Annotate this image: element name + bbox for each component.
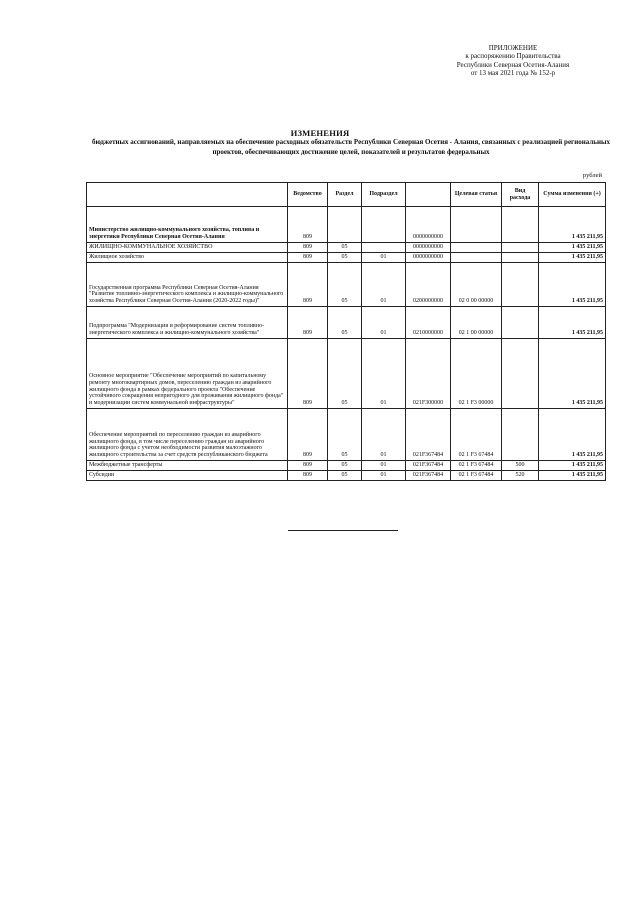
cell-code: 021F300000 bbox=[406, 339, 451, 409]
cell-subsection: 01 bbox=[362, 253, 406, 263]
cell-section: 05 bbox=[328, 253, 362, 263]
document-title: ИЗМЕНЕНИЯ bbox=[290, 128, 350, 138]
cell-section: 05 bbox=[328, 307, 362, 339]
header-type: Вид расхода bbox=[502, 183, 539, 207]
cell-subsection: 01 bbox=[362, 307, 406, 339]
cell-name: Межбюджетные трансферты bbox=[87, 461, 288, 471]
cell-subsection: 01 bbox=[362, 263, 406, 307]
annex-line-date: от 13 мая 2021 года № 152-р bbox=[470, 68, 556, 77]
table-header-row bbox=[87, 183, 606, 207]
cell-target bbox=[451, 207, 502, 243]
cell-subsection bbox=[362, 243, 406, 253]
cell-section: 05 bbox=[328, 471, 362, 481]
cell-name: Основное мероприятие "Обеспечение мероприятий по капитальному ремонту многоквартирных домов, переселению граждан из аварийного жилищного фонда в рамках федерального проекта "Обеспечение устойчивого сокращения непригодного для проживания жилищного фонда" и модернизации систем коммунальной инфраструктуры" bbox=[87, 339, 288, 409]
table-row bbox=[87, 339, 606, 409]
cell-amount: 1 435 211,95 bbox=[539, 263, 606, 307]
cell-type: 520 bbox=[502, 471, 539, 481]
cell-amount: 1 435 211,95 bbox=[539, 243, 606, 253]
cell-target: 02 1 00 00000 bbox=[451, 307, 502, 339]
annex-line-order: к распоряжению Правительства bbox=[465, 52, 561, 61]
table-row bbox=[87, 409, 606, 461]
table-row bbox=[87, 461, 606, 471]
cell-type bbox=[502, 339, 539, 409]
table-row bbox=[87, 207, 606, 243]
table-row bbox=[87, 307, 606, 339]
cell-name: Министерство жилищно-коммунального хозяйства, топлива и энергетики Республики Северная Осетия-Алания bbox=[87, 207, 288, 243]
cell-type: 500 bbox=[502, 461, 539, 471]
header-code bbox=[406, 183, 451, 207]
cell-amount: 1 435 211,95 bbox=[539, 461, 606, 471]
cell-subsection: 01 bbox=[362, 461, 406, 471]
cell-ministry: 809 bbox=[288, 339, 328, 409]
cell-type bbox=[502, 307, 539, 339]
cell-name: Обеспечение мероприятий по переселению граждан из аварийного жилищного фонда, в том числе переселению граждан из аварийного жилищного фонда с учетом необходимости развития малоэтажного жилищного строительства за счет средств республиканского бюджета bbox=[87, 409, 288, 461]
header-ministry: Ведомство bbox=[288, 183, 328, 207]
cell-code: 0000000000 bbox=[406, 243, 451, 253]
header-subsection: Подраздел bbox=[362, 183, 406, 207]
cell-amount: 1 435 211,95 bbox=[539, 471, 606, 481]
cell-target: 02 1 F3 00000 bbox=[451, 339, 502, 409]
cell-name: ЖИЛИЩНО-КОММУНАЛЬНОЕ ХОЗЯЙСТВО bbox=[87, 243, 288, 253]
header-amount: Сумма изменения (+) bbox=[539, 183, 606, 207]
cell-target bbox=[451, 243, 502, 253]
signature-divider bbox=[288, 530, 398, 531]
cell-type bbox=[502, 263, 539, 307]
header-section: Раздел bbox=[328, 183, 362, 207]
cell-type bbox=[502, 253, 539, 263]
cell-ministry: 809 bbox=[288, 253, 328, 263]
table-row bbox=[87, 263, 606, 307]
cell-ministry: 809 bbox=[288, 207, 328, 243]
units-label: рублей bbox=[582, 172, 602, 179]
table-row bbox=[87, 243, 606, 253]
cell-subsection: 01 bbox=[362, 409, 406, 461]
cell-ministry: 809 bbox=[288, 409, 328, 461]
cell-section: 05 bbox=[328, 243, 362, 253]
cell-target: 02 1 F3 67484 bbox=[451, 409, 502, 461]
cell-name: Субсидии bbox=[87, 471, 288, 481]
table-row bbox=[87, 253, 606, 263]
cell-code: 0210000000 bbox=[406, 307, 451, 339]
cell-amount: 1 435 211,95 bbox=[539, 207, 606, 243]
cell-type bbox=[502, 207, 539, 243]
cell-ministry: 809 bbox=[288, 461, 328, 471]
cell-code: 0000000000 bbox=[406, 253, 451, 263]
cell-code: 021F367484 bbox=[406, 409, 451, 461]
cell-type bbox=[502, 409, 539, 461]
cell-name: Государственная программа Республики Северная Осетия-Алания "Развитие топливно-энергетического комплекса и жилищно-коммунального хозяйства Республики Северная Осетия-Алания (2020-2022 годы)" bbox=[87, 263, 288, 307]
cell-type bbox=[502, 243, 539, 253]
cell-name: Подпрограмма "Модернизация и реформирование систем топливно-энергетического комплекса и жилищно-коммунального хозяйства" bbox=[87, 307, 288, 339]
cell-amount: 1 435 211,95 bbox=[539, 253, 606, 263]
table-row bbox=[87, 471, 606, 481]
cell-ministry: 809 bbox=[288, 243, 328, 253]
cell-code: 0000000000 bbox=[406, 207, 451, 243]
cell-subsection: 01 bbox=[362, 471, 406, 481]
annex-header bbox=[438, 44, 588, 77]
cell-target: 02 0 00 00000 bbox=[451, 263, 502, 307]
cell-section bbox=[328, 207, 362, 243]
cell-code: 021F367484 bbox=[406, 461, 451, 471]
cell-target: 02 1 F3 67484 bbox=[451, 471, 502, 481]
cell-subsection: 01 bbox=[362, 339, 406, 409]
annex-title: ПРИЛОЖЕНИЕ bbox=[488, 44, 538, 52]
cell-target bbox=[451, 253, 502, 263]
cell-amount: 1 435 211,95 bbox=[539, 339, 606, 409]
cell-target: 02 1 F3 67484 bbox=[451, 461, 502, 471]
cell-name: Жилищное хозяйство bbox=[87, 253, 288, 263]
cell-section: 05 bbox=[328, 409, 362, 461]
cell-amount: 1 435 211,95 bbox=[539, 307, 606, 339]
document-subtitle: бюджетных ассигнований, направляемых на обеспечение расходных обязательств Республики Северная Осетия - Алания, связанных с реализацией региональных проектов, обеспечивающих достижение целей, показателей и результатов федеральных bbox=[91, 138, 610, 156]
budget-table bbox=[86, 182, 606, 481]
header-name bbox=[87, 183, 288, 207]
cell-code: 0200000000 bbox=[406, 263, 451, 307]
cell-ministry: 809 bbox=[288, 471, 328, 481]
header-target: Целевая статья bbox=[451, 183, 502, 207]
cell-section: 05 bbox=[328, 461, 362, 471]
cell-ministry: 809 bbox=[288, 307, 328, 339]
cell-subsection bbox=[362, 207, 406, 243]
cell-ministry: 809 bbox=[288, 263, 328, 307]
cell-section: 05 bbox=[328, 263, 362, 307]
cell-code: 021F367484 bbox=[406, 471, 451, 481]
cell-amount: 1 435 211,95 bbox=[539, 409, 606, 461]
annex-line-republic: Республики Северная Осетия-Алания bbox=[456, 60, 570, 69]
cell-section: 05 bbox=[328, 339, 362, 409]
